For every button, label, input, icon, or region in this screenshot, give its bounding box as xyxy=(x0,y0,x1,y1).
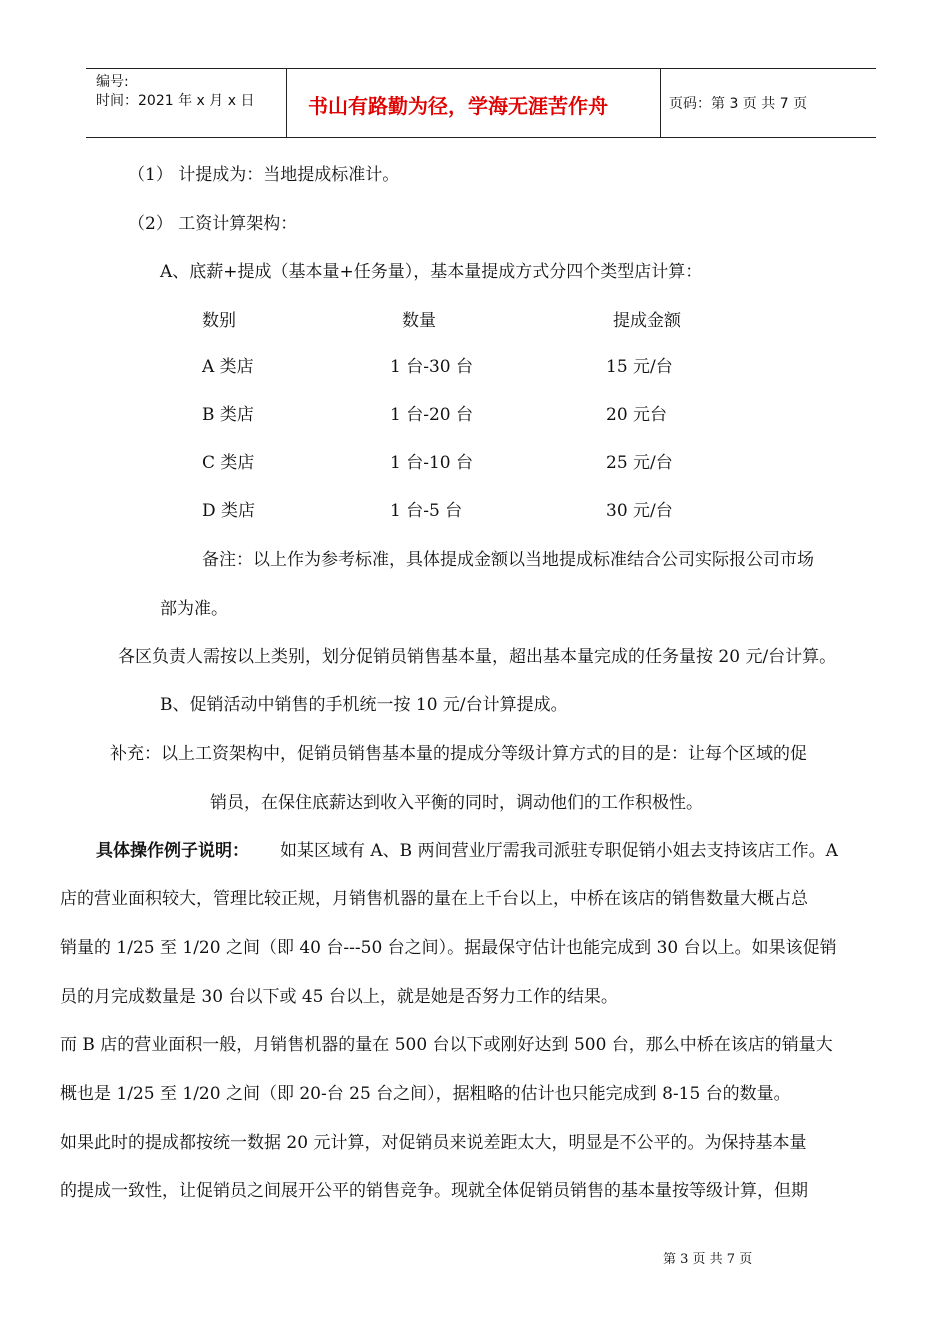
header-divider xyxy=(286,69,287,137)
example-line: 如果此时的提成都按统一数据 20 元计算，对促销员来说差距太大，明显是不公平的。为保持基本量 xyxy=(60,1133,807,1153)
header-page-label: 页码：第 3 页 共 7 页 xyxy=(669,96,808,112)
document-number-label: 编号: xyxy=(96,74,129,90)
header-motto: 书山有路勤为径，学海无涯苦作舟 xyxy=(308,94,608,118)
table-cell-quantity: 1 台-20 台 xyxy=(390,405,473,425)
item-1: （1） 计提成为：当地提成标准计。 xyxy=(128,165,400,185)
table-cell-amount: 25 元/台 xyxy=(606,453,673,473)
table-header-amount: 提成金额 xyxy=(613,311,681,331)
table-cell-category: A 类店 xyxy=(202,357,254,377)
supplement-line-1: 补充：以上工资架构中，促销员销售基本量的提成分等级计算方式的目的是：让每个区域的促 xyxy=(110,744,807,764)
table-cell-amount: 30 元/台 xyxy=(606,501,673,521)
example-line: 概也是 1/25 至 1/20 之间（即 20-台 25 台之间），据粗略的估计也只能完成到 8-15 台的数量。 xyxy=(60,1084,791,1104)
table-header-quantity: 数量 xyxy=(402,311,436,331)
supplement-line-2: 销员，在保住底薪达到收入平衡的同时，调动他们的工作积极性。 xyxy=(210,793,703,813)
example-line: 销量的 1/25 至 1/20 之间（即 40 台---50 台之间）。据最保守估计也能完成到 30 台以上。如果该促销 xyxy=(60,938,837,958)
table-cell-category: D 类店 xyxy=(202,501,256,521)
example-title: 具体操作例子说明： xyxy=(96,841,249,861)
item-2: （2） 工资计算架构： xyxy=(128,214,298,234)
example-line: 员的月完成数量是 30 台以下或 45 台以上，就是她是否努力工作的结果。 xyxy=(60,987,618,1007)
table-cell-quantity: 1 台-10 台 xyxy=(390,453,473,473)
table-cell-category: B 类店 xyxy=(202,405,254,425)
document-time-label: 时间：2021 年 x 月 x 日 xyxy=(96,93,255,109)
table-cell-amount: 20 元台 xyxy=(606,405,668,425)
example-line: 如某区域有 A、B 两间营业厅需我司派驻专职促销小姐去支持该店工作。A xyxy=(280,841,838,861)
example-line: 而 B 店的营业面积一般，月销售机器的量在 500 台以下或刚好达到 500 台，那么中桥在该店的销量大 xyxy=(60,1035,833,1055)
example-line: 的提成一致性，让促销员之间展开公平的销售竞争。现就全体促销员销售的基本量按等级计算，但期 xyxy=(60,1181,808,1201)
note-line-1: 备注：以上作为参考标准，具体提成金额以当地提成标准结合公司实际报公司市场 xyxy=(202,550,814,570)
table-header-category: 数别 xyxy=(202,311,236,331)
item-a-intro: A、底薪+提成（基本量+任务量），基本量提成方式分四个类型店计算： xyxy=(160,262,703,282)
item-b: B、促销活动中销售的手机统一按 10 元/台计算提成。 xyxy=(160,695,568,715)
table-cell-category: C 类店 xyxy=(202,453,255,473)
table-cell-quantity: 1 台-5 台 xyxy=(390,501,463,521)
region-manager-note: 各区负责人需按以上类别，划分促销员销售基本量，超出基本量完成的任务量按 20 元/台计算。 xyxy=(118,647,837,667)
example-line: 店的营业面积较大，管理比较正规，月销售机器的量在上千台以上，中桥在该店的销售数量大概占总 xyxy=(60,889,808,909)
page-footer: 第 3 页 共 7 页 xyxy=(663,1252,753,1267)
table-cell-amount: 15 元/台 xyxy=(606,357,673,377)
header-divider xyxy=(660,69,661,137)
table-cell-quantity: 1 台-30 台 xyxy=(390,357,473,377)
note-line-2: 部为准。 xyxy=(160,599,228,619)
